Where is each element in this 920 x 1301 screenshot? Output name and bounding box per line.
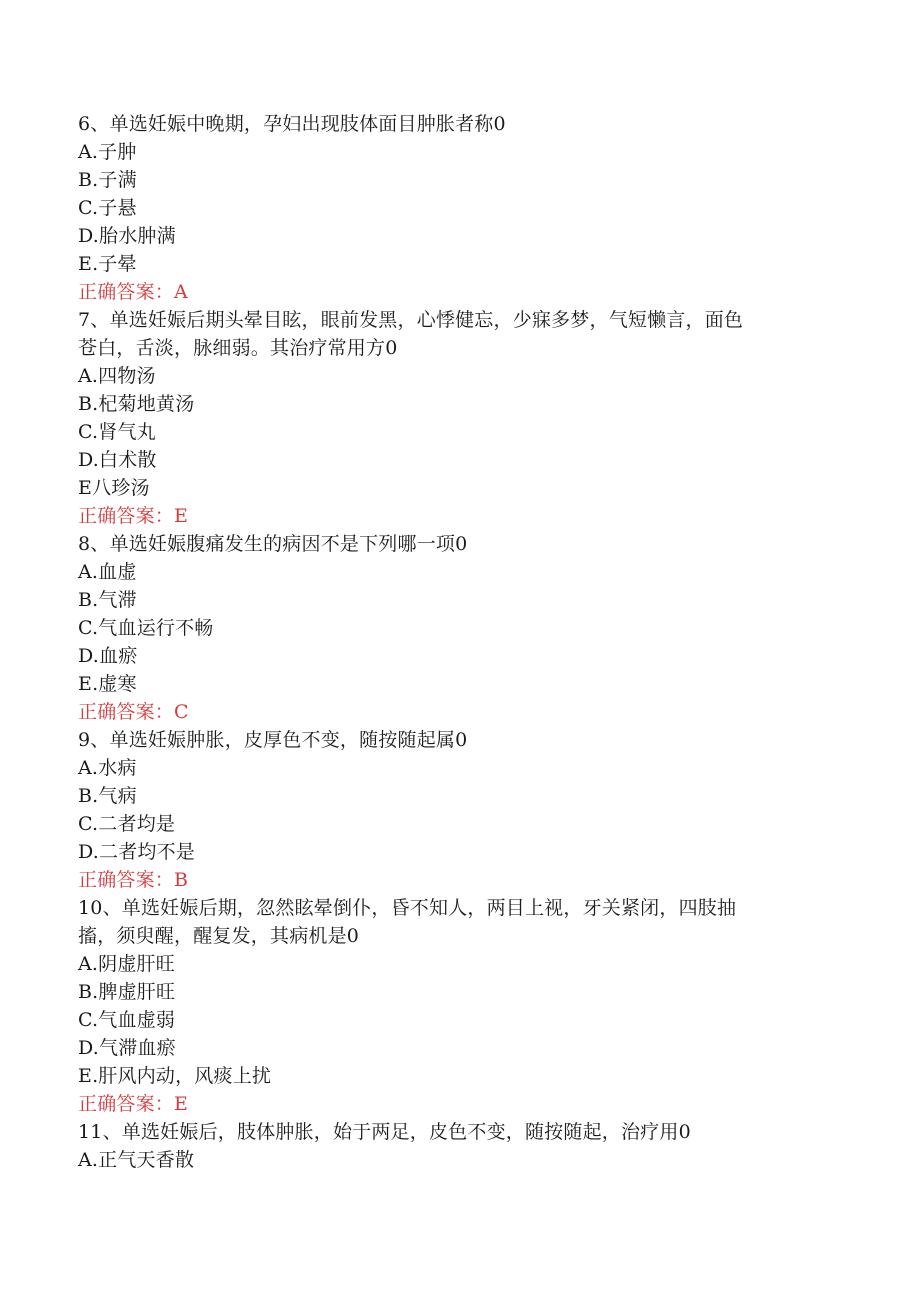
question-stem: 9、单选妊娠肿胀，皮厚色不变，随按随起属0 bbox=[78, 729, 468, 751]
answer-option: E.子晕 bbox=[78, 253, 137, 275]
answer-option: A.水病 bbox=[78, 757, 137, 779]
answer-option: A.血虚 bbox=[78, 561, 137, 583]
question-list bbox=[78, 110, 838, 1174]
correct-answer: 正确答案：E bbox=[78, 505, 189, 527]
answer-option: C.子悬 bbox=[78, 197, 137, 219]
question-stem: 10、单选妊娠后期，忽然眩晕倒仆，昏不知人，两目上视，牙关紧闭，四肢抽 bbox=[78, 897, 737, 919]
answer-option: D.血瘀 bbox=[78, 645, 138, 667]
correct-answer: 正确答案：A bbox=[78, 281, 188, 303]
answer-option: A.阴虚肝旺 bbox=[78, 953, 175, 975]
question-block bbox=[78, 110, 838, 306]
answer-option: D.胎水肿满 bbox=[78, 225, 176, 247]
answer-option: A.正气天香散 bbox=[78, 1149, 195, 1171]
answer-option: B.气滞 bbox=[78, 589, 137, 611]
question-block bbox=[78, 306, 838, 530]
answer-option: A.四物汤 bbox=[78, 365, 156, 387]
answer-option: D.气滞血瘀 bbox=[78, 1037, 176, 1059]
question-stem: 搐，须臾醒，醒复发，其病机是0 bbox=[78, 925, 360, 947]
answer-option: D.白术散 bbox=[78, 449, 157, 471]
question-stem: 8、单选妊娠腹痛发生的病因不是下列哪一项0 bbox=[78, 533, 468, 555]
question-stem: 7、单选妊娠后期头晕目眩，眼前发黑，心悸健忘，少寐多梦，气短懒言，面色 bbox=[78, 309, 744, 331]
question-stem: 苍白，舌淡，脉细弱。其治疗常用方0 bbox=[78, 337, 398, 359]
answer-option: B.杞菊地黄汤 bbox=[78, 393, 195, 415]
question-block bbox=[78, 1118, 838, 1174]
correct-answer: 正确答案：C bbox=[78, 701, 189, 723]
answer-option: A.子肿 bbox=[78, 141, 137, 163]
question-block bbox=[78, 530, 838, 726]
question-block bbox=[78, 894, 838, 1118]
answer-option: E八珍汤 bbox=[78, 477, 150, 499]
answer-option: D.二者均不是 bbox=[78, 841, 195, 863]
correct-answer: 正确答案：E bbox=[78, 1093, 189, 1115]
answer-option: E.肝风内动，风痰上扰 bbox=[78, 1065, 272, 1087]
question-stem: 11、单选妊娠后，肢体肿胀，始于两足，皮色不变，随按随起，治疗用0 bbox=[78, 1121, 691, 1143]
question-stem: 6、单选妊娠中晚期，孕妇出现肢体面目肿胀者称0 bbox=[78, 113, 506, 135]
correct-answer: 正确答案：B bbox=[78, 869, 189, 891]
answer-option: C.二者均是 bbox=[78, 813, 176, 835]
answer-option: B.子满 bbox=[78, 169, 137, 191]
answer-option: E.虚寒 bbox=[78, 673, 137, 695]
answer-option: B.气病 bbox=[78, 785, 137, 807]
answer-option: B.脾虚肝旺 bbox=[78, 981, 176, 1003]
answer-option: C.气血虚弱 bbox=[78, 1009, 176, 1031]
answer-option: C.肾气丸 bbox=[78, 421, 156, 443]
question-block bbox=[78, 726, 838, 894]
answer-option: C.气血运行不畅 bbox=[78, 617, 214, 639]
